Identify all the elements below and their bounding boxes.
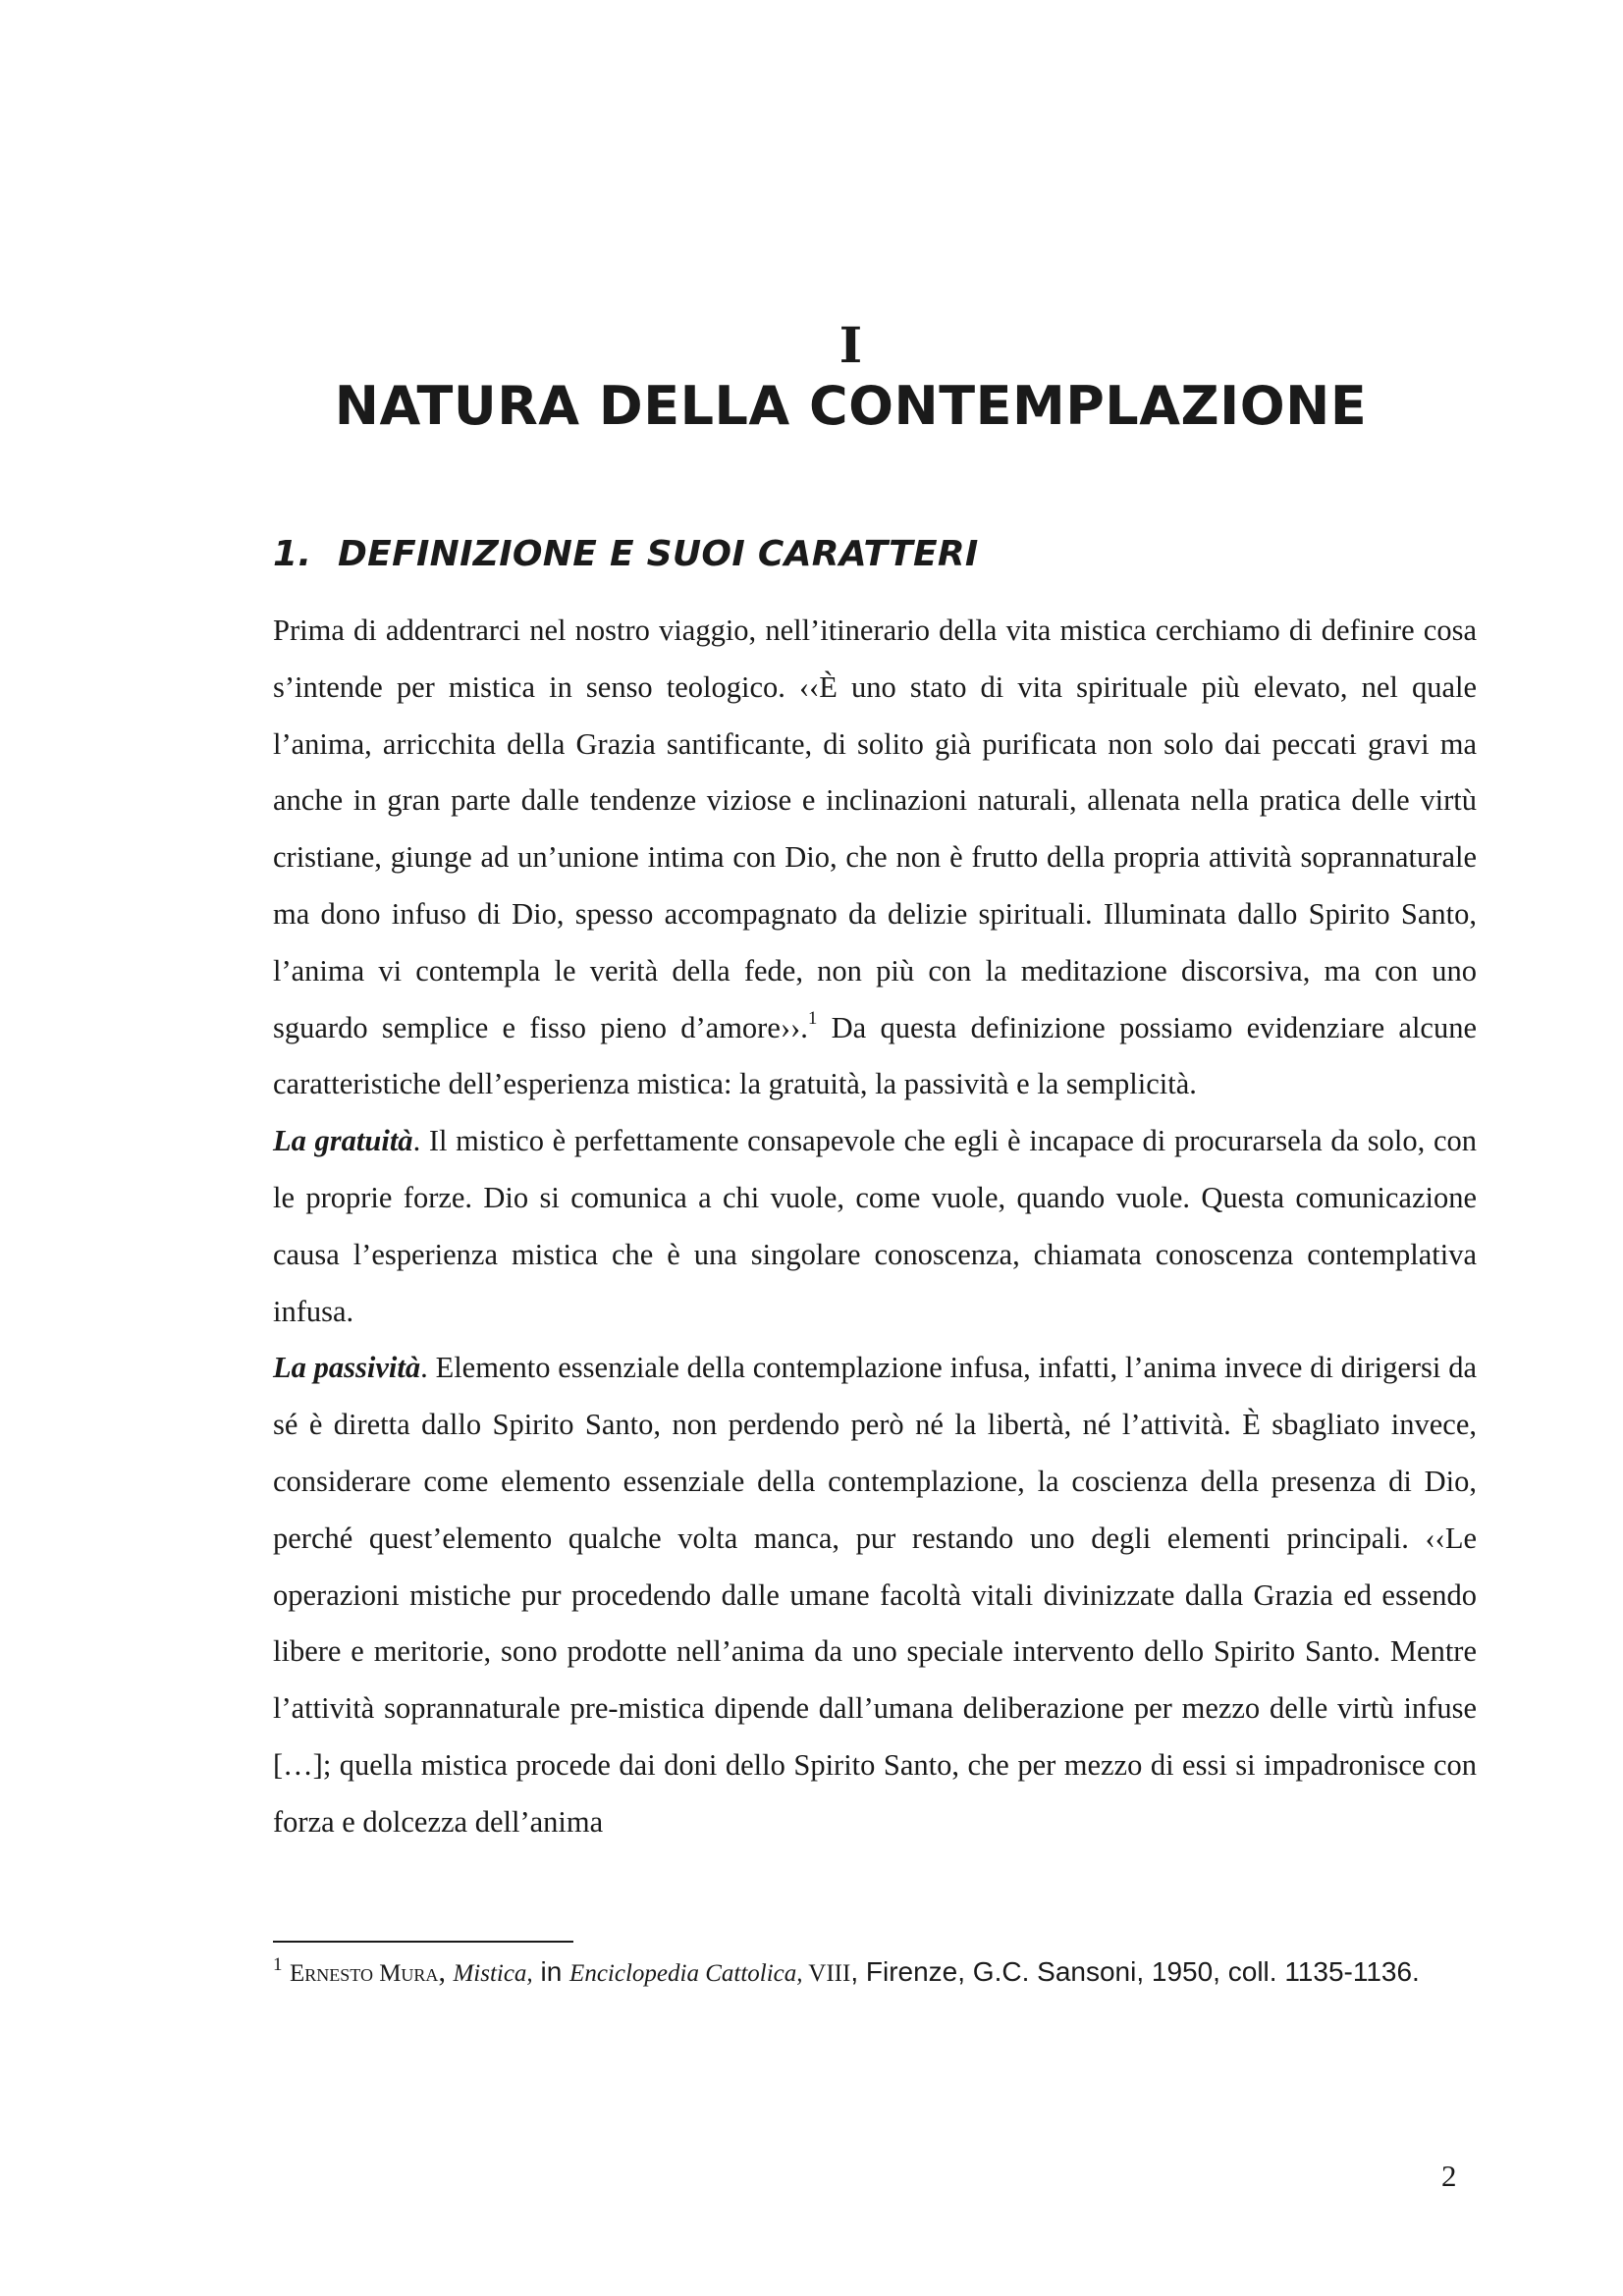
footnote-separator-text: , [438, 1955, 454, 1988]
paragraph-gratuita [273, 1113, 1477, 1340]
paragraph-definition [273, 603, 1477, 1113]
chapter-title: NATURA DELLA CONTEMPLAZIONE [334, 375, 1368, 437]
footnote [273, 1953, 1451, 1993]
paragraph-text: Prima di addentrarci nel nostro viaggio, nell’itinerario della vita mistica cerchiamo di definire cosa s’intende per mistica in senso teologico. ‹‹È uno stato di vita spirituale più elevato, nel quale l’anima, arricchita della Grazia santificante, di solito già purificata non solo dai peccati gravi ma anche in gran parte dalle tendenze viziose e inclinazioni naturali, allenata nella pratica delle virtù cristiane, giunge ad un’unione intima con Dio, che non è frutto della propria attività soprannaturale ma dono infuso di Dio, spesso accompagnato da delizie spirituali. Illuminata dallo Spirito Santo, l’anima vi contempla le verità della fede, non più con la meditazione discorsiva, ma con uno sguardo semplice e fisso pieno d’amore››. [273, 614, 1477, 1044]
footnote-in: in [532, 1956, 570, 1987]
paragraph-text: . Il mistico è perfettamente consapevole che egli è incapace di procurarsela da solo, con le proprie forze. Dio si comunica a chi vuole, come vuole, quando vuole. Questa comunicazione causa l’esperienza mistica che è una singolare conoscenza, chiamata conoscenza contemplativa infusa. [273, 1124, 1477, 1328]
paragraph-passivita [273, 1340, 1477, 1850]
paragraph-lead: La passività [273, 1351, 421, 1385]
footnote-publication: , Firenze, G.C. Sansoni, 1950, coll. 1135-1136. [850, 1956, 1420, 1987]
footnote-encyclopedia: Enciclopedia Cattolica, [569, 1960, 803, 1987]
footnote-work-title: Mistica, [453, 1960, 533, 1987]
paragraph-lead: La gratuità [273, 1124, 413, 1158]
paragraph-text: Da questa definizione possiamo evidenziare alcune caratteristiche dell’esperienza mistica: la gratuità, la passività e la semplicità. [273, 1010, 1478, 1101]
paragraph-text: . Elemento essenziale della contemplazione infusa, infatti, l’anima invece di dirigersi da sé è diretta dallo Spirito Santo, non perdendo però né la libertà, né l’attività. È sbagliato invece, considerare come elemento essenziale della contemplazione, la coscienza della presenza di Dio, perché quest’elemento qualche volta manca, pur restando uno degli elementi principali. ‹‹Le operazioni mistiche pur procedendo dalle umane facoltà vitali divinizzate dalla Grazia ed essendo libere e meritorie, sono prodotte nell’anima da uno speciale intervento dello Spirito Santo. Mentre l’attività soprannaturale pre-mistica dipende dall’umana deliberazione per mezzo delle virtù infuse […]; quella mistica procede dai doni dello Spirito Santo, che per mezzo di essi si impadronisce con forza e dolcezza dell’anima [273, 1351, 1477, 1839]
section-number: 1. [273, 534, 312, 574]
page-number: 2 [1441, 2159, 1457, 2193]
chapter-numeral: I [839, 316, 863, 374]
footnote-reference[interactable]: 1 [807, 1008, 818, 1030]
section-heading [273, 530, 979, 579]
footnote-mark: 1 [273, 1954, 283, 1975]
footnote-author: Ernesto Mura [290, 1960, 439, 1987]
body-text [273, 603, 1477, 1851]
footnote-separator [273, 1941, 573, 1943]
section-title: DEFINIZIONE E SUOI CARATTERI [338, 534, 979, 574]
footnote-volume: VIII [802, 1960, 851, 1987]
